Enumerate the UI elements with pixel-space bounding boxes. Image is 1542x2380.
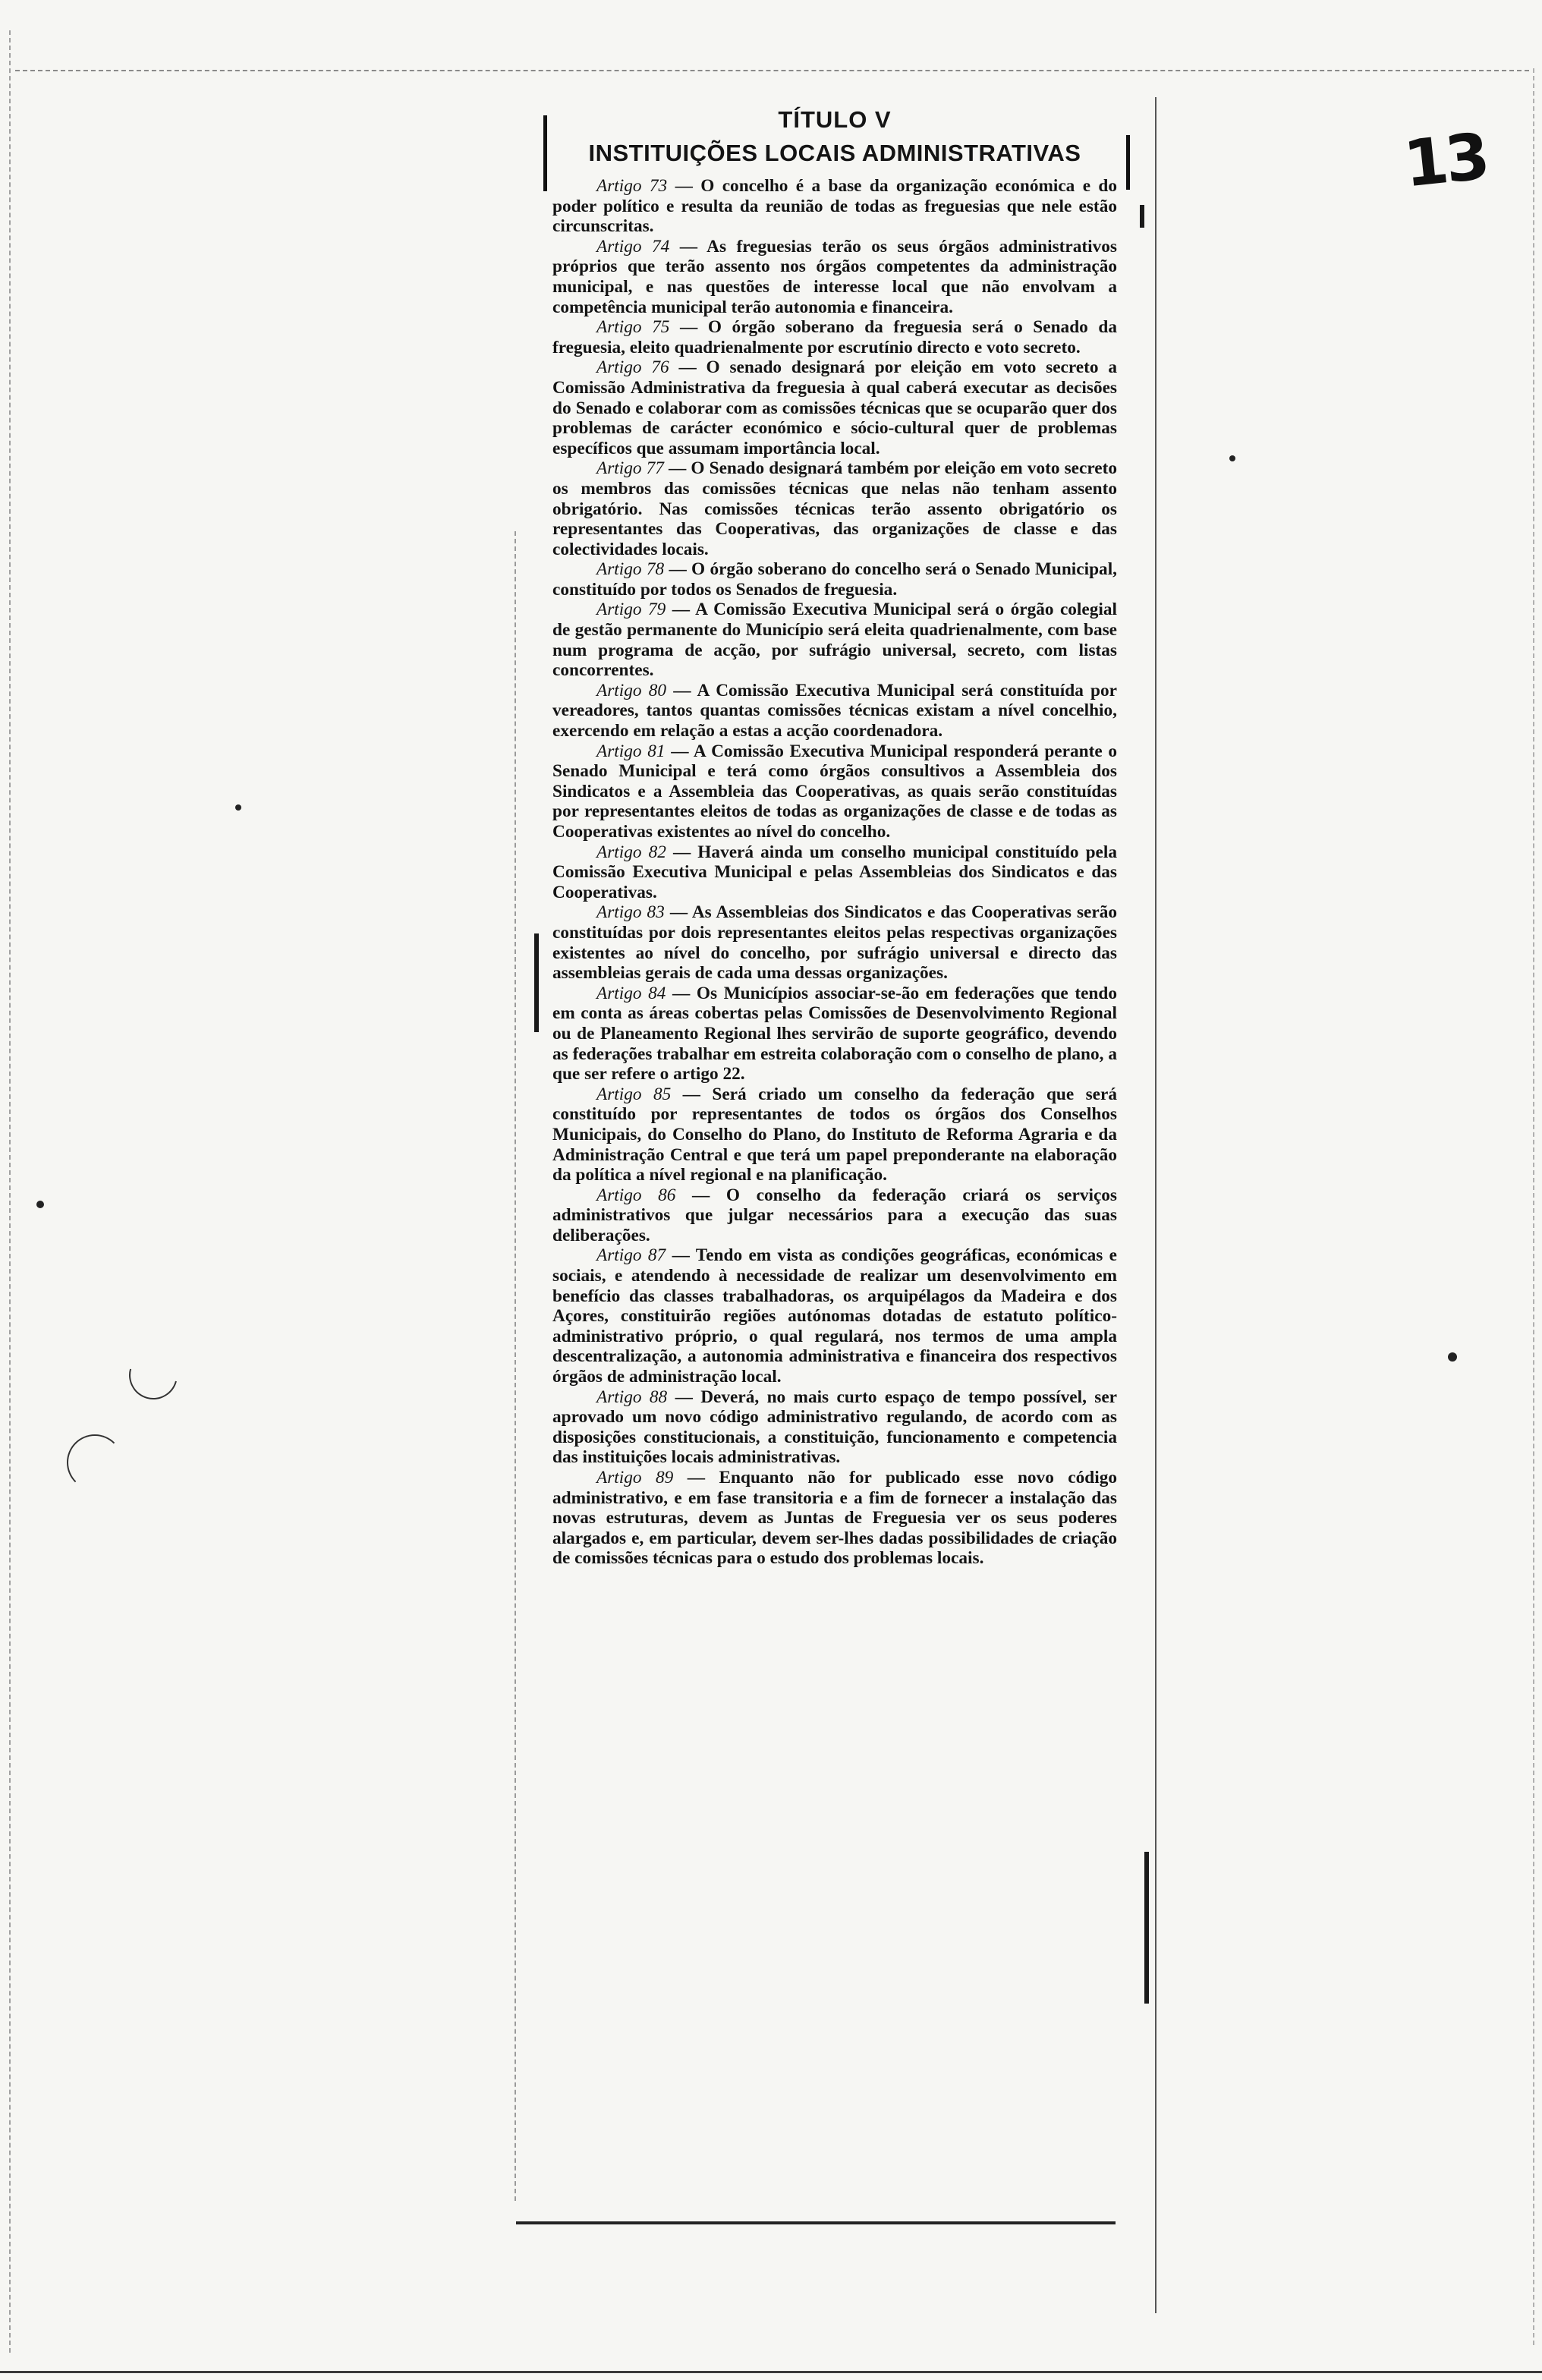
article-label: Artigo 88 — [596, 1387, 668, 1407]
article-text: — Enquanto não for publicado esse novo código administrativo, e em fase transitoria e a fim de fornecer a instalação das novas estruturas, devem as Juntas de Freguesia ver os seus poderes alargados e, em particular, devem ser-lhes dadas possibilidades de criação de comissões técnicas para o estudo dos problemas locais. — [552, 1468, 1118, 1569]
article-text: — Será criado um conselho da federação que será constituído por representantes de todos os órgãos dos Conselhos Municipais, do Conselho do Plano, do Instituto de Reforma Agraria e da Administração Central e que terá um papel preponderante na elaboração da política a nível regional e na planificação. — [552, 1084, 1117, 1185]
article-label: Artigo 78 — [596, 559, 665, 580]
article-label: Artigo 83 — [596, 902, 665, 923]
article-label: Artigo 86 — [596, 1185, 676, 1205]
article-paragraph — [552, 559, 1117, 600]
article-text: — Deverá, no mais curto espaço de tempo possível, ser aprovado um novo código administrativo regulando, de acordo com as disposições constitucionais, a constituição, funcionamento e competencia das instituições locais administrativas. — [552, 1387, 1117, 1468]
article-paragraph — [552, 458, 1117, 559]
article-paragraph — [552, 1085, 1117, 1185]
scan-arc — [67, 1434, 123, 1491]
column-rule-right — [1155, 97, 1156, 2313]
title-bracket-right — [1126, 135, 1130, 190]
article-text: — O conselho da federação criará os serviços administrativos que julgar necessários para a execução das suas deliberações. — [552, 1185, 1117, 1245]
article-paragraph — [552, 357, 1117, 458]
closing-rule — [516, 2221, 1116, 2224]
scan-arc — [120, 1342, 186, 1408]
article-paragraph — [552, 1387, 1117, 1468]
article-text: — Os Municípios associar-se-ão em federações que tendo em conta as áreas cobertas pelas Comissões de Desenvolvimento Regional ou de Planeamento Regional lhes servirão de suporte geográfico, devendo as federações trabalhar em estreita colaboração com o conselho de plano, a que ser refere o artigo 22. — [552, 983, 1117, 1085]
margin-mark — [534, 933, 539, 1032]
scan-edge-right — [1533, 68, 1534, 2345]
article-list — [552, 176, 1117, 1569]
article-paragraph — [552, 317, 1117, 357]
article-paragraph — [552, 237, 1117, 317]
article-paragraph — [552, 902, 1117, 983]
scan-edge-left — [9, 30, 11, 2353]
scan-speck — [235, 804, 241, 811]
article-label: Artigo 80 — [596, 680, 667, 700]
article-paragraph — [552, 176, 1117, 237]
article-text: — A Comissão Executiva Municipal responderá perante o Senado Municipal e terá como órgãos consultivos a Assembleia dos Sindicatos e a Assembleia das Cooperativas, as quais serão constituídas por representantes eleitos de todas as organizações de classe e de todas as Cooperativas existentes ao nível do concelho. — [552, 741, 1117, 842]
section-title: TÍTULO V — [778, 106, 892, 133]
article-paragraph — [552, 1468, 1117, 1569]
article-paragraph — [552, 741, 1117, 842]
title-bracket-left — [543, 115, 547, 191]
scan-speck — [1448, 1352, 1457, 1362]
article-label: Artigo 89 — [596, 1468, 674, 1488]
article-label: Artigo 75 — [596, 317, 670, 338]
article-text: — As freguesias terão os seus órgãos administrativos próprios que terão assento nos órgãos competentes da administração municipal, e nas questões de interesse local que não envolvam a competência municipal terão autonomia e financeira. — [552, 236, 1117, 317]
column-rule-left — [515, 531, 516, 2201]
article-label: Artigo 76 — [596, 357, 669, 378]
scan-edge-top — [15, 70, 1529, 71]
article-text: — Haverá ainda um conselho municipal constituído pela Comissão Executiva Municipal e pelas Assembleias dos Sindicatos e das Cooperativas. — [552, 842, 1117, 902]
article-label: Artigo 82 — [596, 842, 666, 862]
article-paragraph — [552, 1185, 1117, 1246]
article-text: — O Senado designará também por eleição em voto secreto os membros das comissões técnicas que nelas não tenham assento obrigatório. Nas comissões técnicas terão assento obrigatório os representantes das Cooperativas, das organizações de classe e das colectividades locais. — [552, 458, 1117, 559]
article-text: — As Assembleias dos Sindicatos e das Cooperativas serão constituídas por dois representantes eleitos pelas respectivas organizações existentes ao nível do concelho, por sufrágio universal e directo das assembleias gerais de cada uma dessas organizações. — [552, 902, 1118, 984]
article-label: Artigo 73 — [596, 176, 668, 196]
article-text: — O senado designará por eleição em voto secreto a Comissão Administrativa da freguesia à qual caberá executar as decisões do Senado e colaborar com as comissões técnicas que se ocuparão quer dos problemas de carácter económico e sócio-cultural quer de problemas específicos que assumam importância local. — [552, 357, 1117, 458]
page-number: 13 — [1400, 118, 1490, 202]
margin-mark — [1140, 205, 1144, 228]
article-label: Artigo 74 — [596, 236, 670, 257]
article-paragraph — [552, 842, 1117, 903]
scan-speck — [1229, 455, 1235, 461]
scan-speck — [36, 1201, 44, 1208]
article-label: Artigo 84 — [596, 983, 666, 1003]
article-label: Artigo 79 — [596, 600, 666, 620]
article-paragraph — [552, 600, 1117, 680]
margin-mark — [1144, 1852, 1149, 2004]
article-text: — A Comissão Executiva Municipal será o órgão colegial de gestão permanente do Município será eleita quadrienalmente, com base num programa de acção, por sufrágio universal, secreto, com listas concorrentes. — [552, 600, 1117, 681]
article-text: — O concelho é a base da organização económica e do poder político e resulta da reunião de todas as freguesias que nele estão circunscritas. — [552, 176, 1117, 237]
article-text: — O órgão soberano da freguesia será o Senado da freguesia, eleito quadrienalmente por escrutínio directo e voto secreto. — [552, 317, 1117, 357]
article-label: Artigo 81 — [596, 741, 666, 761]
scan-edge-bottom — [0, 2371, 1542, 2373]
article-column — [552, 106, 1117, 1569]
article-paragraph — [552, 1245, 1117, 1387]
article-text: — A Comissão Executiva Municipal será constituída por vereadores, tantos quantas comissões técnicas existam a nível concelhio, exercendo em relação a estas a acção coordenadora. — [552, 680, 1117, 741]
article-paragraph — [552, 984, 1117, 1085]
article-paragraph — [552, 681, 1117, 741]
article-text: — O órgão soberano do concelho será o Senado Municipal, constituído por todos os Senados de freguesia. — [552, 559, 1117, 600]
article-label: Artigo 85 — [596, 1084, 672, 1104]
section-subtitle: INSTITUIÇÕES LOCAIS ADMINISTRATIVAS — [588, 140, 1081, 166]
article-label: Artigo 87 — [596, 1245, 666, 1266]
article-text: — Tendo em vista as condições geográficas, económicas e sociais, e atendendo à necessidade de realizar um desenvolvimento em benefício das classes trabalhadoras, os arquipélagos da Madeira e dos Açores, constituirão regiões autónomas dotadas de estatuto político-administrativo próprio, o qual regulará, nos termos de uma ampla descentralização, a autonomia administrativa e financeira dos respectivos órgãos de administração local. — [552, 1245, 1117, 1387]
article-label: Artigo 77 — [596, 458, 664, 479]
